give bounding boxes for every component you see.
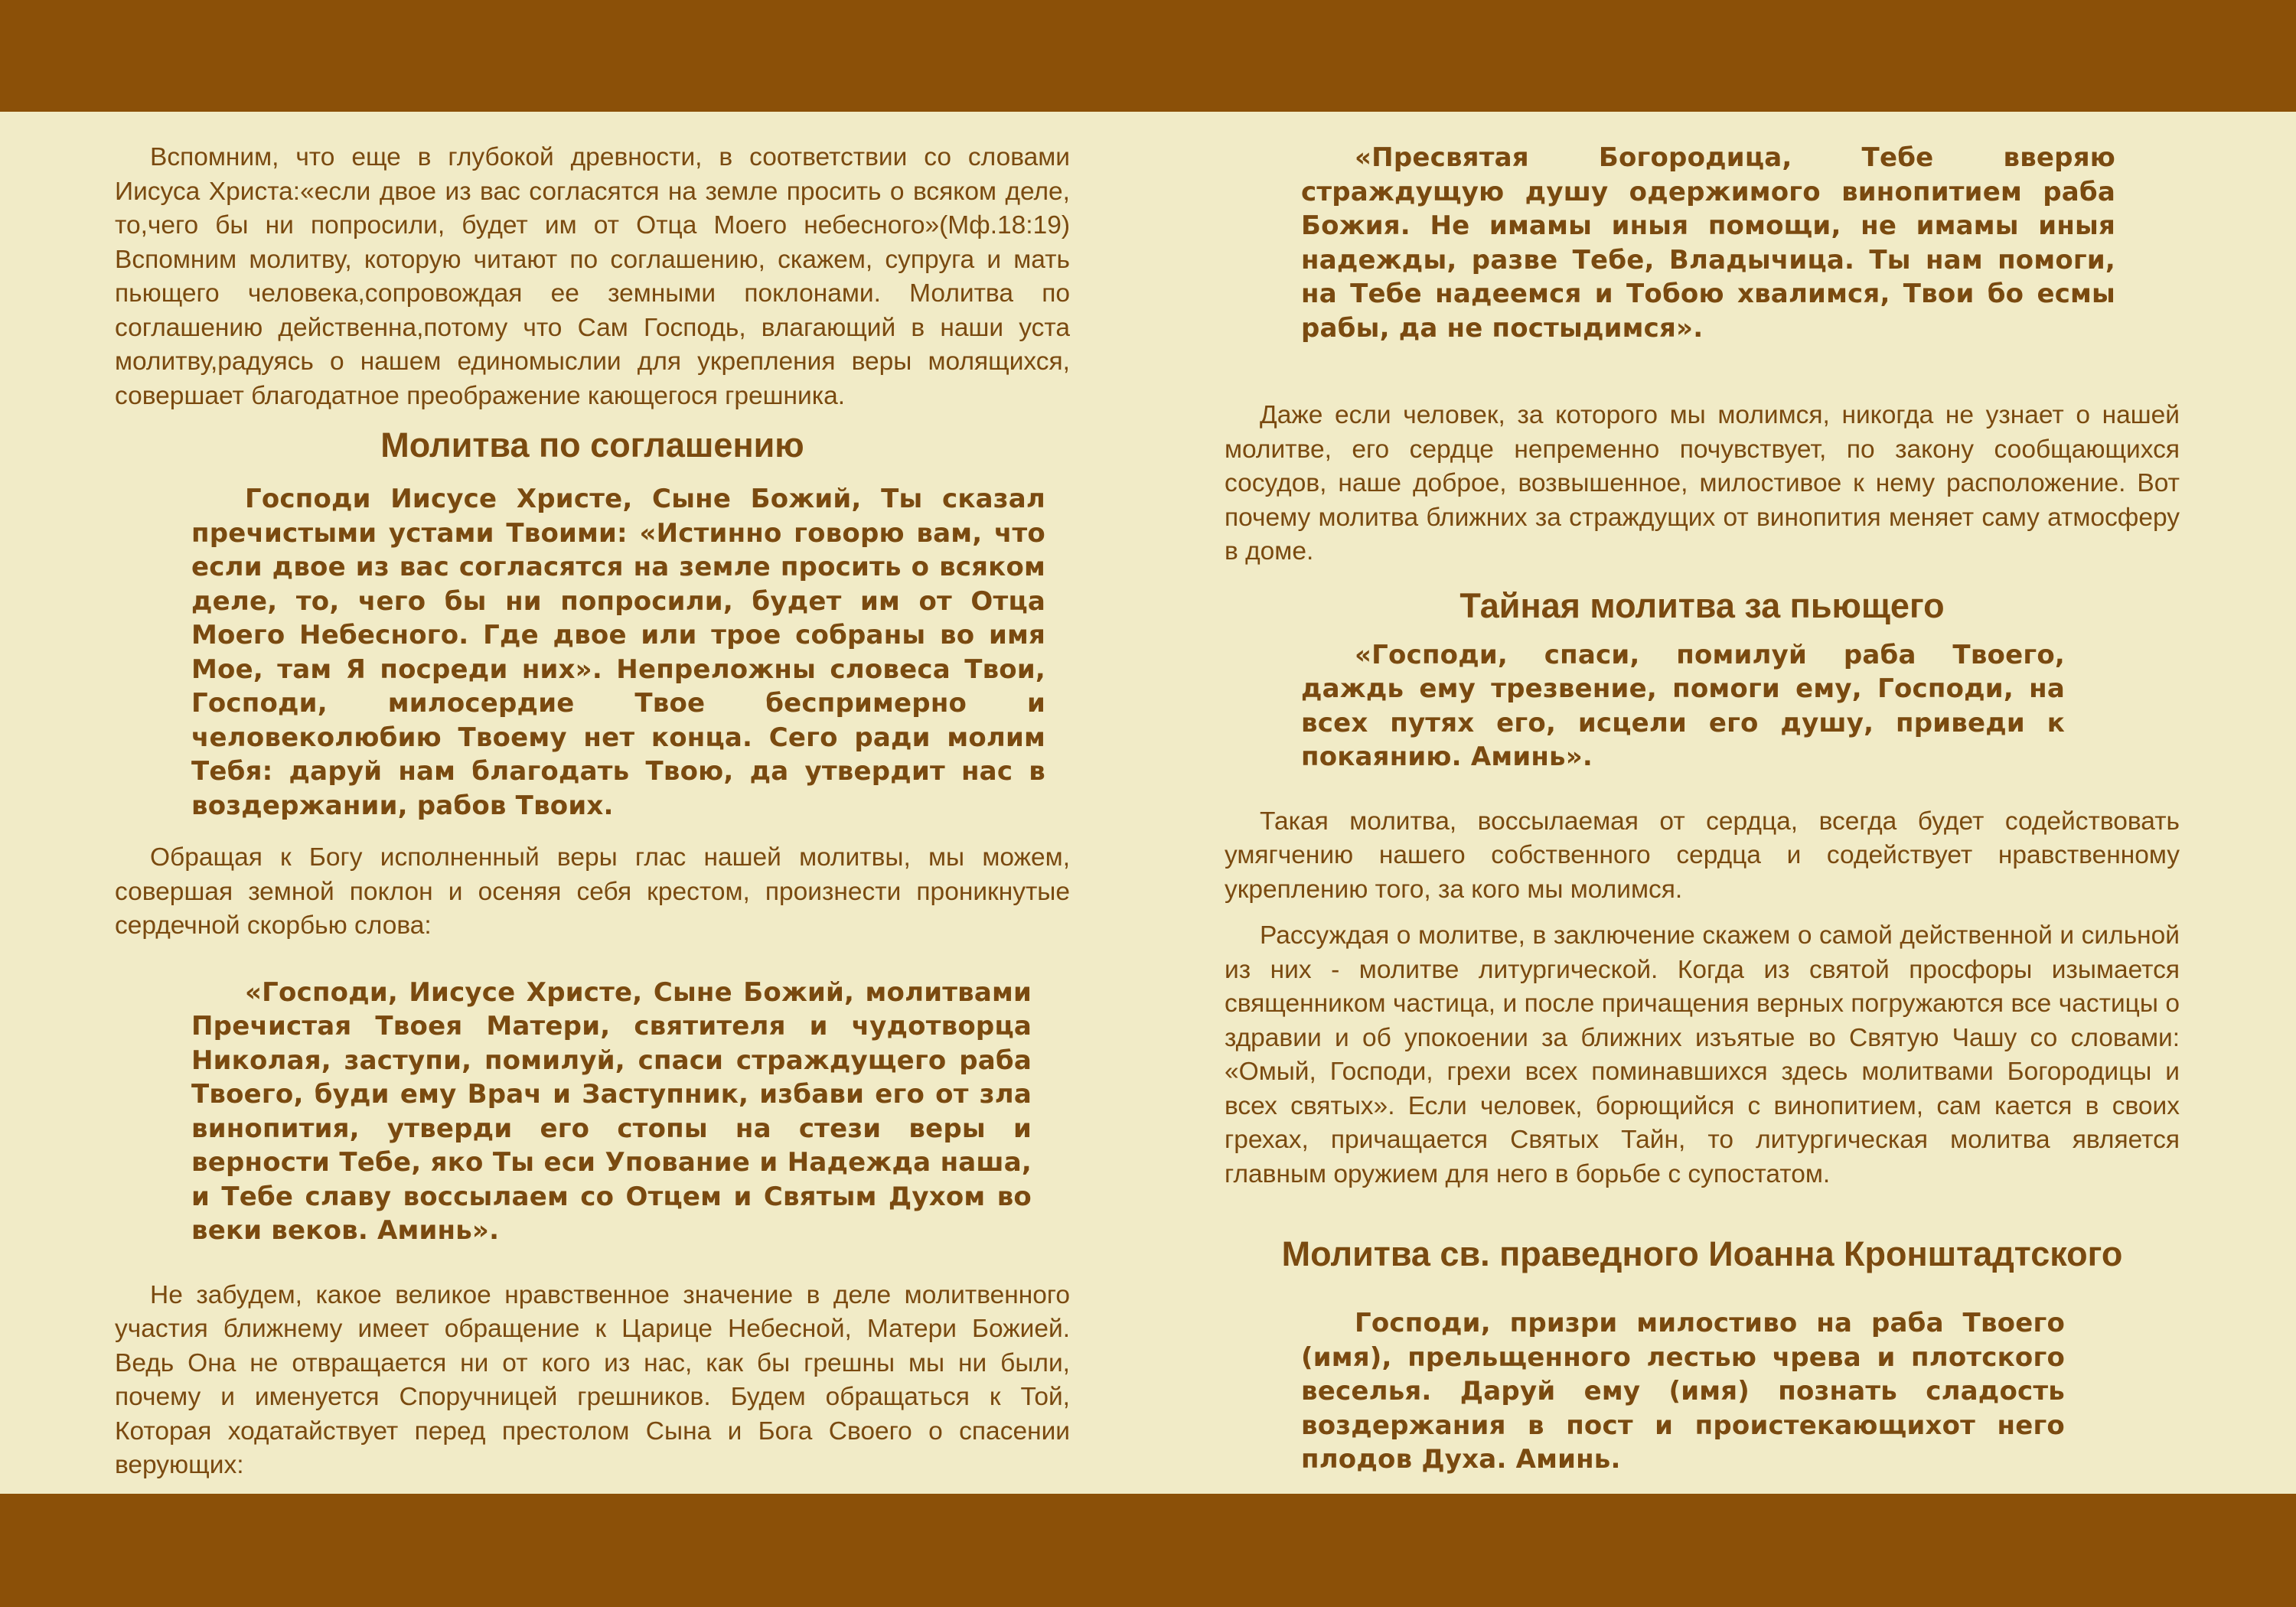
right-column [1225,141,2180,1477]
bottom-band [0,1494,2296,1607]
heading-agreement-prayer: Молитва по соглашению [380,425,804,464]
left-column [115,141,1070,1483]
heading-john-kronstadt: Молитва св. праведного Иоанна Кронштадтского [1281,1234,2123,1273]
prayer-to-christ: «Господи, Иисусе Христе, Сыне Божий, молитвами Пречистая Твоея Матери, святителя и чудотворца Николая, заступи, помилуй, спаси страждущего раба Твоего, буди ему Врач и Заступник, избави его от зла винопития, утверди его стопы на стези веры и верности Тебе, яко Ты еси Упование и Надежда наша, и Тебе славу воссылаем со Отцем и Святым Духом во веки веков. Аминь». [191,976,1032,1246]
paragraph-heart-feels: Даже если человек, за которого мы молимся, никогда не узнает о нашей молитве, его сердце непременно почувствует, по закону сообщающихся сосудов, наше доброе, возвышенное, милостивое к нему расположение. Вот почему молитва ближних за страждущих от винопития меняет саму атмосферу в доме. [1225,401,2180,566]
heading-secret-prayer: Тайная молитва за пьющего [1459,585,1945,625]
prayer-by-agreement: Господи Иисусе Христе, Сыне Божий, Ты сказал пречистыми устами Твоими: «Истинно говорю вам, что если двое из вас согласятся на земле просить о всяком деле, то, чего бы ни попросили, будет им от Отца Моего Небесного. Где двое или трое собраны во имя Мое, там Я посреди них». Непреложны словеса Твои, Господи, милосердие Твое беспримерно и человеколюбию Твоему нет конца. Сего ради молим Тебя: даруй нам благодать Твою, да утвердит нас в воздержании, рабов Твоих. [191,484,1045,821]
prayer-john-kronstadt: Господи, призри милостиво на раба Твоего (имя), прельщенного лестью чрева и плотского веселья. Даруй ему (имя) познать сладость воздержания в пост и проистекающихот него плодов Духа. Аминь. [1301,1308,2065,1475]
secret-prayer: «Господи, спаси, помилуй раба Твоего, даждь ему трезвение, помоги ему, Господи, на всех путях его, исцели его душу, приведи к покаянию. Аминь». [1301,639,2065,772]
paragraph-such-prayer: Такая молитва, воссылаемая от сердца, всегда будет содействовать умягчению нашего собственного сердца и содействует нравственному укреплению того, за кого мы молимся. [1225,807,2180,904]
prayer-to-theotokos: «Пресвятая Богородица, Тебе вверяю страждущую душу одержимого винопитием раба Божия. Не имамы иныя помощи, не имамы иныя надежды, разве Тебе, Владычица. Ты нам помоги, на Тебе надеемся и Тобою хвалимся, Твои бо есмы рабы, да не постыдимся». [1301,142,2115,344]
intro-paragraph: Вспомним, что еще в глубокой древности, в соответствии со словами Иисуса Христа:«если двое из вас согласятся на земле просить о всяком деле, то,чего бы ни попросили, будет им от Отца Моего небесного»(Мф.18:19) Вспомним молитву, которую читают по соглашению, скажем, супруга и мать пьющего человека,сопровождая ее земными поклонами. Молитва по соглашению действенна,потому что Сам Господь, влагающий в наши уста молитву,радуясь о нашем единомыслии для укрепления веры молящихся, совершает благодатное преображение кающегося грешника. [115,143,1070,410]
paragraph-theotokos-intro: Не забудем, какое великое нравственное значение в деле молитвенного участия ближнему имеет обращение к Царице Небесной, Матери Божией. Ведь Она не отвращается ни от кого из нас, как бы грешны мы ни были, почему и именуется Споручницей грешников. Будем обращаться к Той, Которая ходатайствует перед престолом Сына и Бога Своего о спасении верующих: [115,1280,1070,1479]
paragraph-liturgical-prayer: Рассуждая о молитве, в заключение скажем о самой действенной и сильной из них - молитве литургической. Когда из святой просфоры изымается священником частица, и после причащения верных погружаются все частицы о здравии и об упокоении за ближних изъятые во Святую Чашу со словами: «Омый, Господи, грехи всех поминавшихся здесь молитвами Богородицы и всех святых». Если человек, борющийся с винопитием, сам кается в своих грехах, причащается Святых Тайн, то литургическая молитва является главным оружием для него в борьбе с супостатом. [1225,921,2180,1188]
paragraph-turning-to-god: Обращая к Богу исполненный веры глас нашей молитвы, мы можем, совершая земной поклон и осеняя себя крестом, произнести проникнутые сердечной скорбью слова: [115,843,1070,940]
top-band [0,0,2296,112]
